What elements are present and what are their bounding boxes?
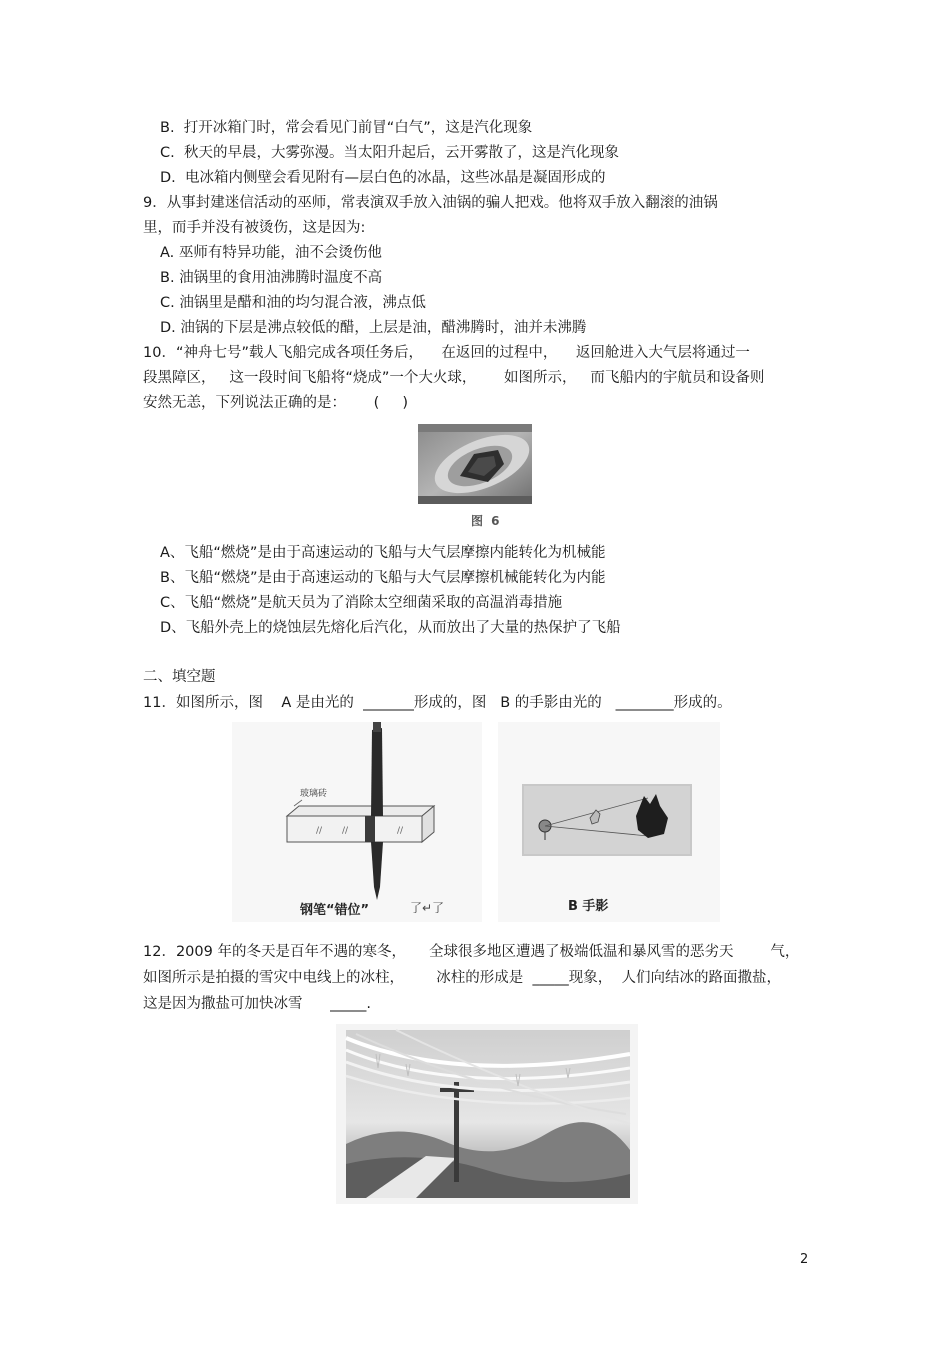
- q8-option-c: C. 秋天的早晨，大雾弥漫。当太阳升起后，云开雾散了，这是汽化现象: [160, 145, 619, 161]
- q10-stem-line3: 安然无恙，下列说法正确的是： ( ): [143, 395, 409, 411]
- section-heading-fill-in: 二、填空题: [143, 669, 216, 685]
- spacecraft-reentry-photo: [418, 424, 532, 504]
- q10-option-a: A、飞船“燃烧”是由于高速运动的飞船与大气层摩擦内能转化为机械能: [160, 545, 606, 561]
- q8-option-d: D. 电冰箱内侧壁会看见附有—层白色的冰晶，这些冰晶是凝固形成的: [160, 170, 606, 186]
- q9-option-c: C. 油锅里是醋和油的均匀混合液，沸点低: [160, 295, 426, 311]
- q12-stem-line1: 12．2009 年的冬天是百年不遇的寒冬， 全球很多地区遭遇了极端低温和暴风雪的恶劣天 气，: [143, 944, 800, 960]
- q9-option-d: D. 油锅的下层是沸点较低的醋，上层是油，醋沸腾时，油并未沸腾: [160, 320, 587, 336]
- q9-stem-line2: 里，而手并没有被烫伤，这是因为:: [143, 220, 366, 236]
- svg-text://: //: [342, 826, 349, 836]
- q10-stem-line1: 10．“神舟七号”载人飞船完成各项任务后， 在返回的过程中， 返回舱进入大气层将通过一: [143, 345, 750, 361]
- pen-caption-mark: 了↵了: [410, 901, 445, 915]
- q8-option-b: B. 打开冰箱门时，常会看见门前冒“白气”，这是汽化现象: [160, 120, 533, 136]
- svg-text://: //: [397, 826, 404, 836]
- q12-stem-line3: 这是因为撒盐可加快冰雪 _____.: [143, 996, 372, 1012]
- hand-shadow-figure: [498, 722, 720, 922]
- figure-6-caption: 图 6: [471, 514, 502, 528]
- ice-covered-power-lines-photo: [336, 1024, 638, 1204]
- q10-option-d: D、飞船外壳上的烧蚀层先熔化后汽化，从而放出了大量的热保护了飞船: [160, 620, 621, 636]
- hand-shadow-caption: B 手影: [568, 899, 609, 914]
- q10-option-b: B、飞船“燃烧”是由于高速运动的飞船与大气层摩擦机械能转化为内能: [160, 570, 606, 586]
- q11-stem: 11．如图所示，图 A 是由光的 _______形成的，图 B 的手影由光的 ________形成的。: [143, 695, 732, 711]
- page-number: 2: [800, 1252, 809, 1267]
- glass-brick-label: 玻璃砖: [300, 789, 328, 799]
- svg-text://: //: [316, 826, 323, 836]
- pen-offset-caption: 钢笔“错位”: [300, 903, 370, 918]
- pen-glass-brick-figure: [232, 722, 482, 922]
- q10-option-c: C、飞船“燃烧”是航天员为了消除太空细菌采取的高温消毒措施: [160, 595, 563, 611]
- q9-option-b: B. 油锅里的食用油沸腾时温度不高: [160, 270, 383, 286]
- q9-stem-line1: 9．从事封建迷信活动的巫师，常表演双手放入油锅的骗人把戏。他将双手放入翻滚的油锅: [143, 195, 718, 211]
- q9-option-a: A. 巫师有特异功能，油不会烫伤他: [160, 245, 382, 261]
- q12-stem-line2: 如图所示是拍摄的雪灾中电线上的冰柱， 冰柱的形成是 _____现象， 人们向结冰的路面撒盐，: [143, 970, 781, 986]
- q10-stem-line2: 段黑障区， 这一段时间飞船将“烧成”一个大火球， 如图所示， 而飞船内的宇航员和设备则: [143, 370, 765, 386]
